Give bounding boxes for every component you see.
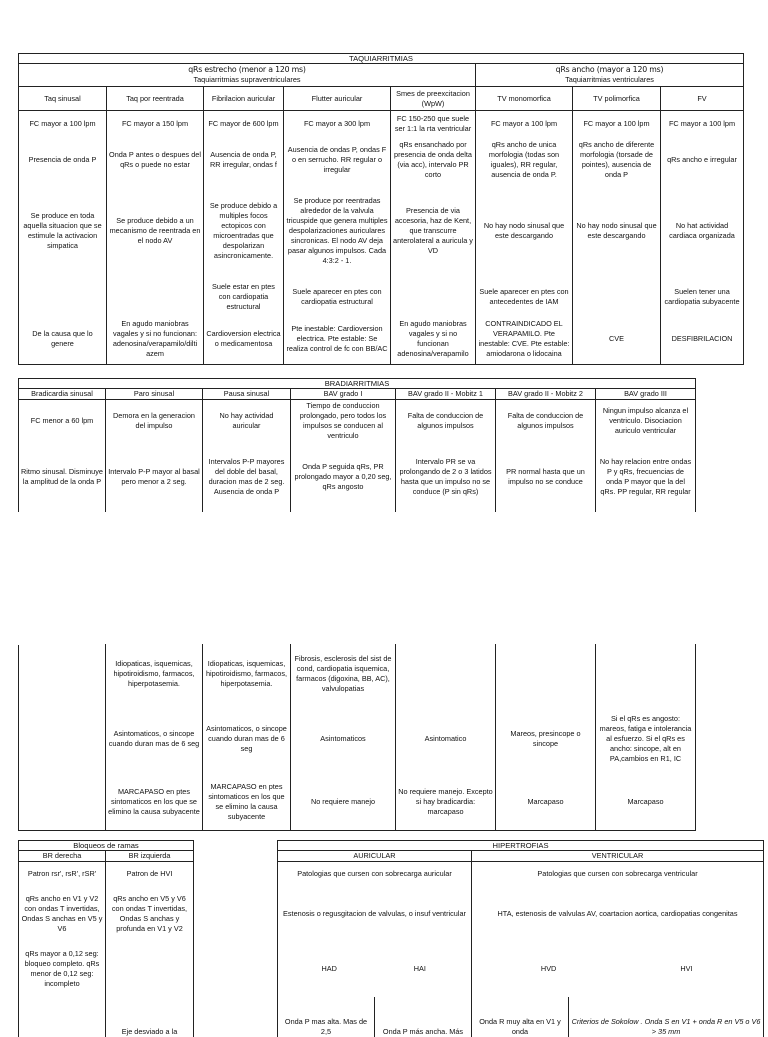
table-cell: qRs ancho de diferente morfologia (torsade de pointes), ausencia de onda P [573,137,661,183]
table-cell: Fibrosis, esclerosis del sist de cond, cardiopatia isquemica, farmacos (digoxina, BB, AC), valvulopatias [291,645,396,703]
table-cell: Onda P mas alta. Mas de 2,5 [278,997,375,1037]
table-cell: Patron rsr', rsR', rSR' [19,862,106,887]
table-cell: FC menor a 60 lpm [19,400,106,442]
table-cell [19,775,106,831]
table-cell [107,279,204,315]
col-header: BAV grado III [596,389,696,400]
table-cell: Ritmo sinusal. Disminuye la amplitud de la onda P [19,442,106,512]
table-cell [573,279,661,315]
table-cell: MARCAPASO en ptes sintomaticos en los que se elimino la causa subyacente [106,775,203,831]
hipertrofia-type-cell [278,942,472,997]
table-cell: qRs ancho de unica morfologia (todas son iguales), RR regular, ausencia de onda P. [476,137,573,183]
narrow-qrs-subtitle: Taquiarritmias supraventriculares [193,75,301,84]
bloqueos-title: Bloqueos de ramas [19,841,194,851]
table-cell: FC mayor a 150 lpm [107,111,204,137]
table-cell: No hat actividad cardiaca organizada [661,183,744,279]
table-cell: Asintomaticos, o sincope cuando duran mas de 6 seg [203,703,291,775]
bradiarritmias-table [18,378,696,512]
table-cell: No hay actividad auricular [203,400,291,442]
table-cell: Onda P más ancha. Más [375,997,472,1037]
table-cell: Suele aparecer en ptes con cardiopatia estructural [284,279,391,315]
table-cell: CONTRAINDICADO EL VERAPAMILO. Pte inestable: CVE. Pte estable: amiodarona o lidocaina [476,315,573,365]
col-header: Taq por reentrada [107,87,204,111]
table-cell: HTA, estenosis de valvulas AV, coartacion aortica, cardiopatias congenitas [472,887,764,942]
table-cell [596,645,696,703]
spacer [194,851,278,862]
col-header: Taq sinusal [19,87,107,111]
table-cell: Idiopaticas, isquemicas, hipotiroidismo, farmacos, hiperpotasemia. [203,645,291,703]
table-cell: CVE [573,315,661,365]
table-cell: qRs ancho en V5 y V6 con ondas T invertidas, Ondas S anchas y profunda en V1 y V2 [106,887,194,942]
col-header: VENTRICULAR [472,851,764,862]
type-label: HVI [680,964,693,973]
table-cell: Intervalo P-P mayor al basal pero menor a 2 seg. [106,442,203,512]
table-cell [19,997,106,1037]
taquiarritmias-table [18,53,744,365]
table-cell: Se produce debido a multiples focos ectopicos con microentradas que despolarizan asincronicamente. [204,183,284,279]
col-header: Paro sinusal [106,389,203,400]
table-cell: Asintomaticos, o sincope cuando duran mas de 6 seg [106,703,203,775]
col-header: Bradicardia sinusal [19,389,106,400]
col-header: TV polimorfica [573,87,661,111]
table-cell: No hay relacion entre ondas P y qRs, frecuencias de onda P mayor que la del qRs. PP regular, RR regular [596,442,696,512]
table-cell: Asintomaticos [291,703,396,775]
table-cell: No requiere manejo [291,775,396,831]
table-cell: Pte inestable: Cardioversion electrica. Pte estable: Se realiza control de fc con BB/AC [284,315,391,365]
col-header: BR derecha [19,851,106,862]
table-cell: FC mayor a 100 lpm [476,111,573,137]
table-cell: Intervalo PR se va prolongando de 2 o 3 latidos hasta que un impulso no se conduce (P sin qRs) [396,442,496,512]
type-label: HVD [540,964,557,973]
spacer [194,841,278,851]
table-cell: No hay nodo sinusal que este descargando [573,183,661,279]
table-cell: Onda R muy alta en V1 y onda [472,997,569,1037]
table-cell: Demora en la generacion del impulso [106,400,203,442]
table-cell: Idiopaticas, isquemicas, hipotiroidismo, farmacos, hiperpotasemia. [106,645,203,703]
table-cell [496,645,596,703]
table-cell [19,279,107,315]
table-cell: FC mayor a 100 lpm [661,111,744,137]
table-cell: FC mayor a 300 lpm [284,111,391,137]
spacer [194,942,278,997]
table-cell [19,703,106,775]
table-cell: Eje desviado a la [106,997,194,1037]
table-cell: Ningun impulso alcanza el ventriculo. Disociacion auriculo ventricular [596,400,696,442]
type-label: HAI [413,964,426,973]
table-cell [19,645,106,703]
table-cell [106,942,194,997]
taquiarritmias-title: TAQUIARRITMIAS [19,54,744,64]
table-cell: Presencia de via accesoria, haz de Kent, que transcurre anterolateral a auricula y VD [391,183,476,279]
col-header: Pausa sinusal [203,389,291,400]
wide-qrs-title: qRs ancho (mayor a 120 ms) [555,65,664,74]
narrow-qrs-header [19,64,476,87]
table-cell: Marcapaso [596,775,696,831]
table-cell: Onda P antes o despues del qRs o puede no estar [107,137,204,183]
table-cell: Asintomatico [396,703,496,775]
table-cell: Se produce en toda aquella situacion que se estimule la activacion simpatica [19,183,107,279]
spacer [194,997,278,1037]
table-cell: Falta de conduccion de algunos impulsos [496,400,596,442]
table-cell: Onda P seguida qRs, PR prolongado mayor a 0,20 seg, qRs angosto [291,442,396,512]
table-cell: Marcapaso [496,775,596,831]
col-header: BR izquierda [106,851,194,862]
table-cell: qRs ancho en V1 y V2 con ondas T invertidas, Ondas S anchas en V5 y V6 [19,887,106,942]
table-cell: Suelen tener una cardiopatia subyacente [661,279,744,315]
table-cell: Intervalos P-P mayores del doble del basal, duracion mas de 2 seg. Ausencia de onda P [203,442,291,512]
table-cell: Patologias que cursen con sobrecarga ventricular [472,862,764,887]
table-cell: qRs ensanchado por presencia de onda delta (via acc), intervalo PR corto [391,137,476,183]
table-cell [391,279,476,315]
wide-qrs-header [476,64,744,87]
col-header: AURICULAR [278,851,472,862]
table-cell: Mareos, presincope o sincope [496,703,596,775]
col-header: TV monomorfica [476,87,573,111]
col-header: FV [661,87,744,111]
table-cell: Cardioversion electrica o medicamentosa [204,315,284,365]
col-header: Fibrilacion auricular [204,87,284,111]
table-cell: Suele aparecer en ptes con antecedentes de IAM [476,279,573,315]
table-cell: Patologias que cursen con sobrecarga auricular [278,862,472,887]
bloqueos-hipertrofias-table [18,840,764,1037]
bradiarritmias-continued-table [18,644,696,831]
table-cell: PR normal hasta que un impulso no se conduce [496,442,596,512]
bradiarritmias-title: BRADIARRITMIAS [19,379,696,389]
table-cell: Si el qRs es angosto: mareos, fatiga e intolerancia al esfuerzo. Si el qRs es ancho: sincope, alt en PA,cambios en R1, IC [596,703,696,775]
narrow-qrs-title: qRs estrecho (menor a 120 ms) [188,65,306,74]
col-header: BAV grado I [291,389,396,400]
table-cell: FC mayor de 600 lpm [204,111,284,137]
table-cell: Se produce por reentradas alrededor de la valvula tricuspide que genera multiples despolarizaciones auriculares sincronicas. El nodo AV deja pasar algunos impulsos. Cada 4:3:2 - 1. [284,183,391,279]
table-cell [396,645,496,703]
type-label: HAD [321,964,337,973]
table-cell: Estenosis o regusgitacion de valvulas, o insuf ventricular [278,887,472,942]
table-cell: En agudo maniobras vagales y si no funcionan: adenosina/verapamilo/dilti azem [107,315,204,365]
col-header: BAV grado II - Mobitz 1 [396,389,496,400]
table-cell: FC mayor a 100 lpm [19,111,107,137]
table-cell: Se produce debido a un mecanismo de reentrada en el nodo AV [107,183,204,279]
table-cell: Criterios de Sokolow . Onda S en V1 + onda R en V5 o V6 > 35 mm [569,997,764,1037]
table-cell: Tiempo de conduccion prolongado, pero todos los impulsos se conducen al ventriculo [291,400,396,442]
table-cell: MARCAPASO en ptes sintomaticos en los que se elimino la causa subyacente [203,775,291,831]
table-cell: DESFIBRILACION [661,315,744,365]
table-cell: En agudo maniobras vagales y si no funcionan adenosina/verapamilo [391,315,476,365]
table-cell: FC mayor a 100 lpm [573,111,661,137]
table-cell: FC 150-250 que suele ser 1:1 la rta ventricular [391,111,476,137]
table-cell: Ausencia de ondas P, ondas F o en serrucho. RR regular o irregular [284,137,391,183]
col-header: Smes de preexcitacion (WpW) [391,87,476,111]
table-cell: Suele estar en ptes con cardiopatia estructural [204,279,284,315]
col-header: BAV grado II - Mobitz 2 [496,389,596,400]
table-cell: No hay nodo sinusal que este descargando [476,183,573,279]
table-cell: No requiere manejo. Excepto si hay bradicardia: marcapaso [396,775,496,831]
table-cell: Presencia de onda P [19,137,107,183]
table-cell: Falta de conduccion de algunos impulsos [396,400,496,442]
table-cell: De la causa que lo genere [19,315,107,365]
table-cell: qRs ancho e irregular [661,137,744,183]
wide-qrs-subtitle: Taquiarritmias ventriculares [565,75,654,84]
hipertrofias-title: HIPERTROFIAS [278,841,764,851]
table-cell: qRs mayor a 0,12 seg: bloqueo completo. qRs menor de 0,12 seg: incompleto [19,942,106,997]
spacer [194,887,278,942]
table-cell: Ausencia de onda P, RR irregular, ondas f [204,137,284,183]
table-cell: Patron de HVI [106,862,194,887]
spacer [194,862,278,887]
hipertrofia-type-cell [472,942,764,997]
col-header: Flutter auricular [284,87,391,111]
